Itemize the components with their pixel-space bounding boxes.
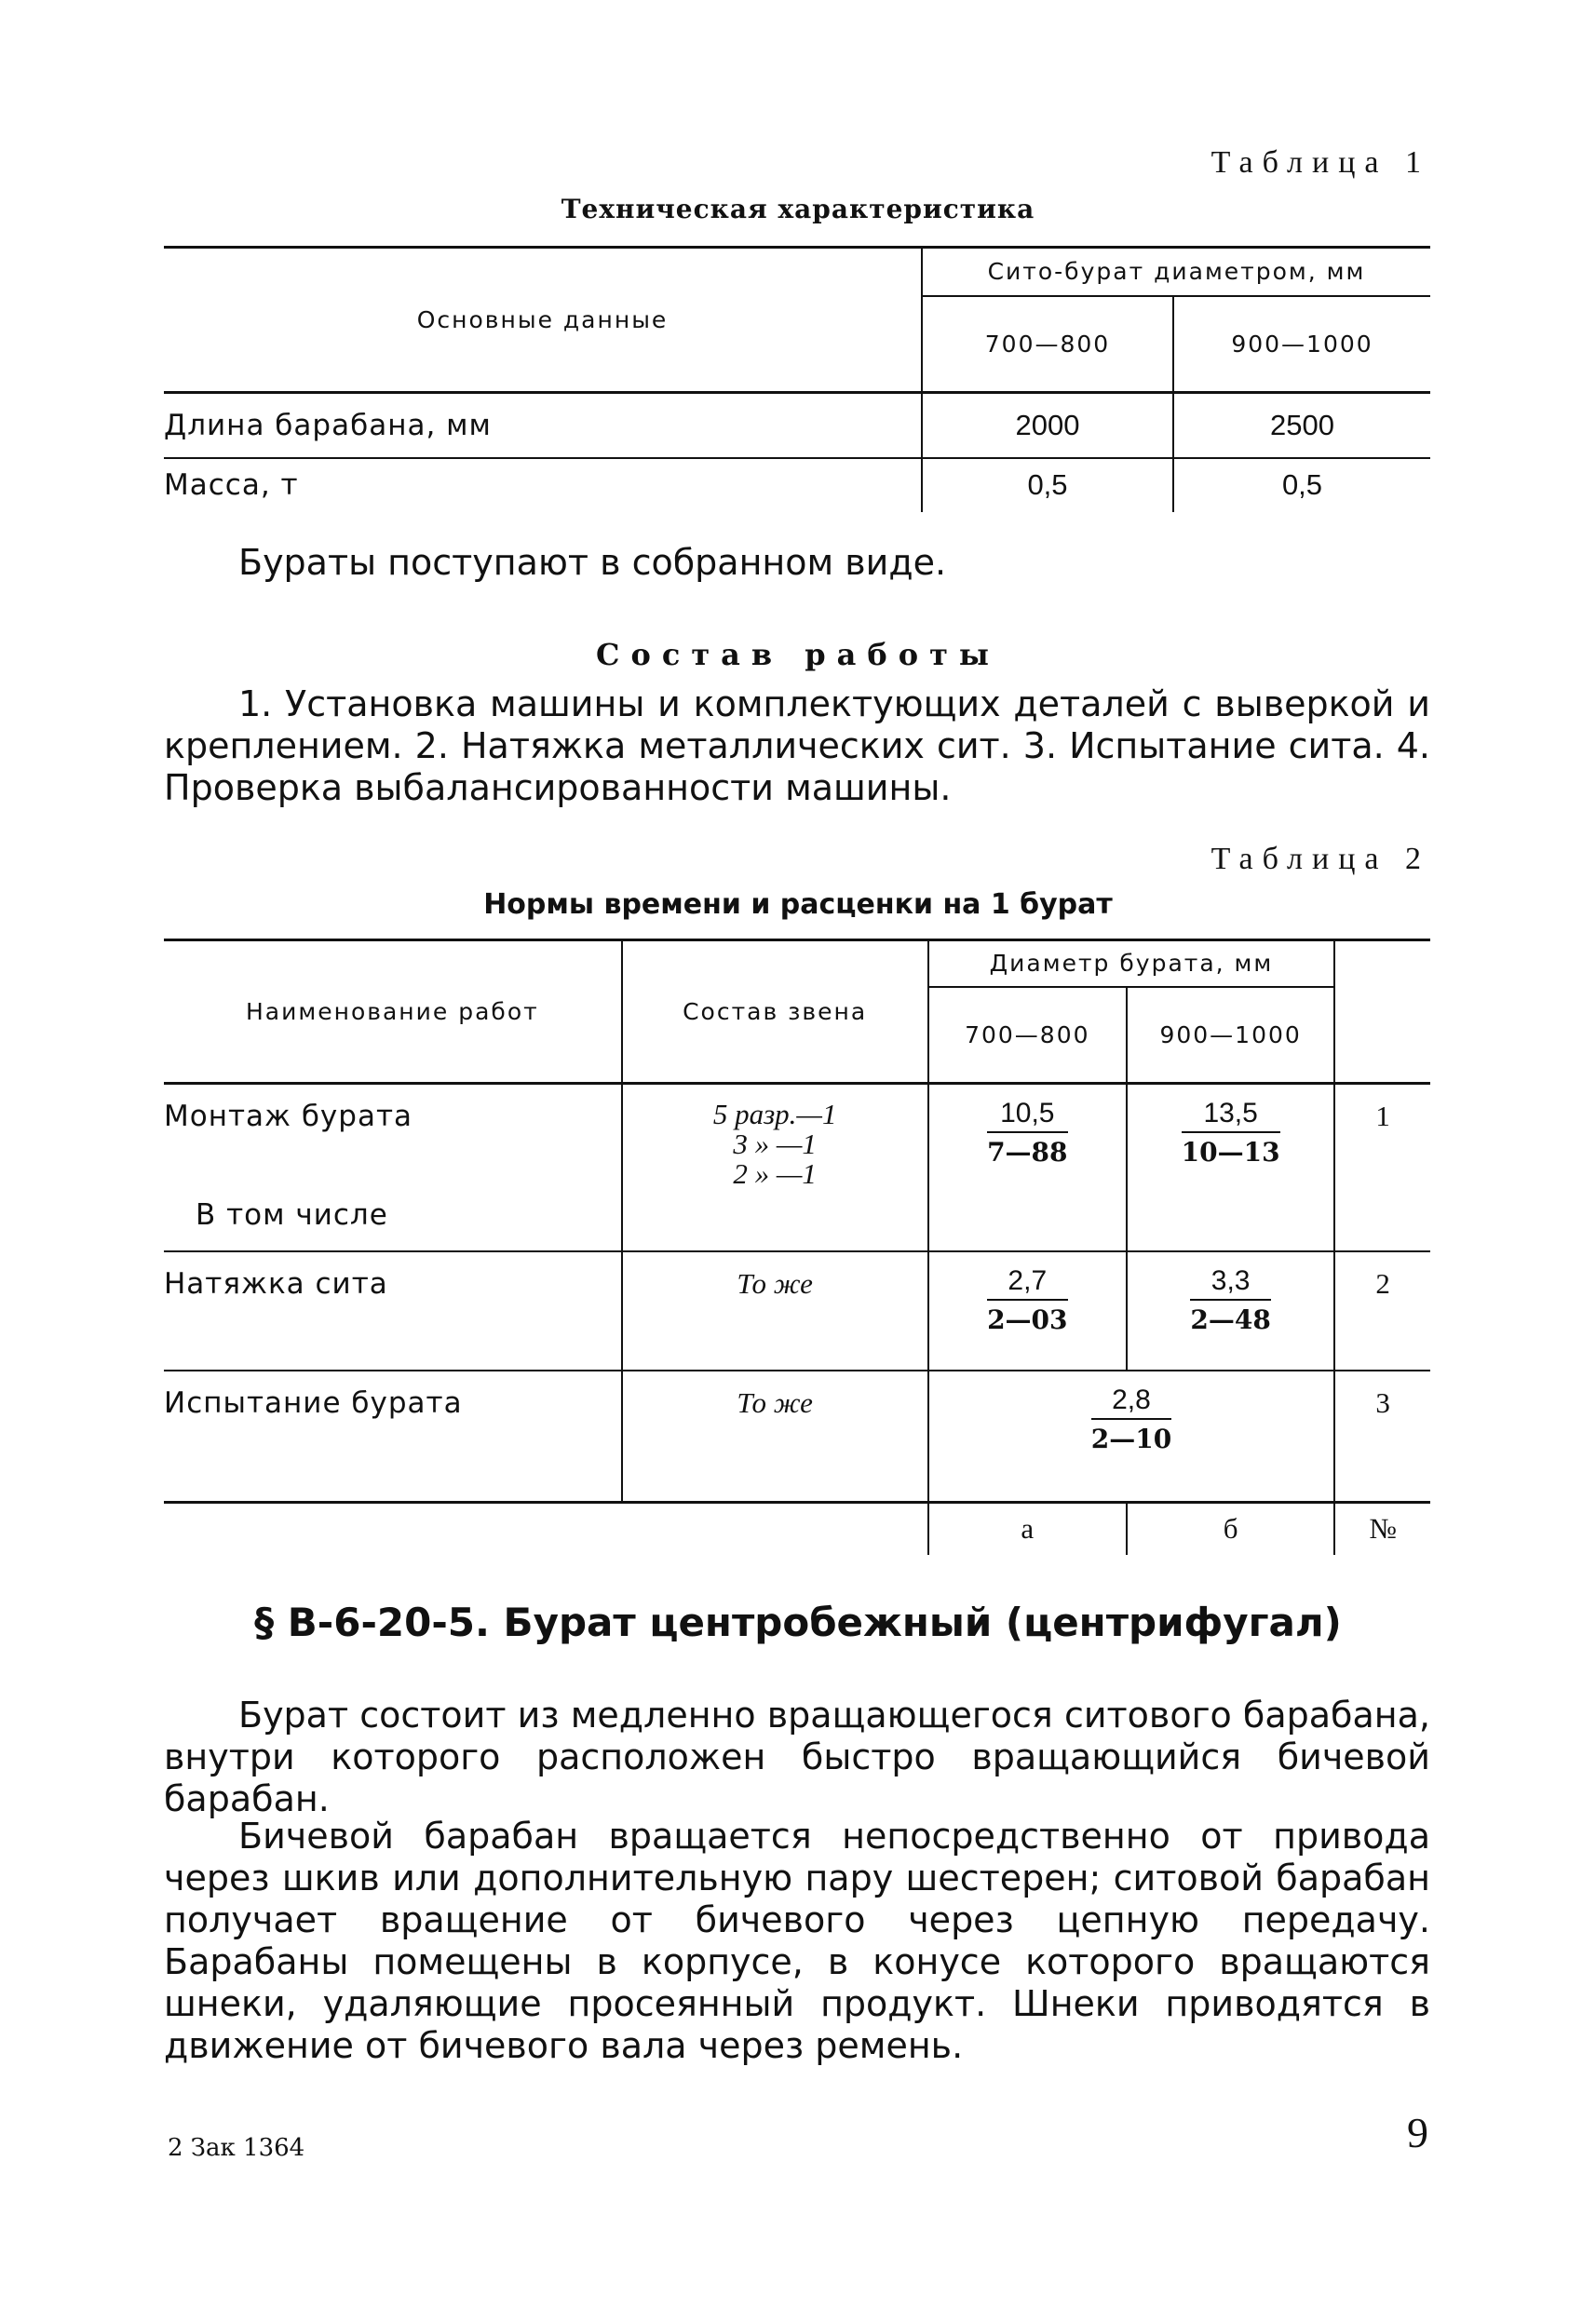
table1-header-main: Основные данные xyxy=(164,248,922,393)
table1-cell: 2000 xyxy=(922,393,1173,458)
norm-time: 10,5 xyxy=(987,1098,1067,1133)
table2 xyxy=(164,939,1430,1555)
norm-rate: 2—10 xyxy=(1090,1423,1172,1454)
row-number: 1 xyxy=(1334,1084,1430,1251)
row-number: 2 xyxy=(1334,1251,1430,1371)
norm-cell-b xyxy=(1127,1251,1334,1371)
table1-cell: 2500 xyxy=(1173,393,1430,458)
table2-col-b: 900—1000 xyxy=(1127,987,1334,1084)
norm-time: 2,8 xyxy=(1091,1385,1171,1420)
table-footer-row xyxy=(164,1503,1430,1555)
paragraph-2: Бичевой барабан вращается непосредственно от привода через шкив или дополнительную пару шестерен; ситовой барабан получает вращение от бичевого через цепную передачу. Барабаны помещены в корпусе, в конусе которого вращаются шнеки, удаляющие просеянный продукт. Шнеки приводятся в движение от бичевого вала через ремень. xyxy=(164,1816,1430,2066)
norm-cell-a xyxy=(928,1084,1127,1251)
table2-header-group: Диаметр бурата, мм xyxy=(928,940,1335,987)
page-number: 9 xyxy=(1407,2109,1428,2156)
work-name: Испытание бурата xyxy=(164,1385,463,1420)
norm-rate: 2—03 xyxy=(987,1304,1068,1335)
table1-col-b: 900—1000 xyxy=(1173,296,1430,393)
norm-time: 3,3 xyxy=(1190,1265,1270,1301)
table2-header-blank xyxy=(1334,940,1430,1084)
table2-header-crew: Состав звена xyxy=(622,940,928,1084)
work-text: 1. Установка машины и комплектующих деталей с выверкой и креплением. 2. Натяжка металлических сит. 3. Испытание сита. 4. Проверка выбалансированности машины. xyxy=(164,683,1430,808)
table1 xyxy=(164,246,1430,512)
norm-rate: 2—48 xyxy=(1190,1304,1271,1335)
table1-col-a: 700—800 xyxy=(922,296,1173,393)
crew-cell xyxy=(622,1084,928,1251)
norm-time: 13,5 xyxy=(1182,1098,1280,1133)
work-name: Монтаж бурата xyxy=(164,1100,413,1133)
table1-title: Техническая характеристика xyxy=(561,194,1035,224)
table1-row-name: Длина барабана, мм xyxy=(164,408,492,442)
norm-cell-a xyxy=(928,1251,1127,1371)
section-title: § В-6-20-5. Бурат центробежный (центрифугал) xyxy=(254,1600,1342,1645)
crew-line: 5 разр.—1 xyxy=(712,1098,837,1130)
norm-rate: 7—88 xyxy=(987,1137,1068,1168)
norm-time: 2,7 xyxy=(987,1265,1067,1301)
table-row xyxy=(164,1371,1430,1503)
column-letter-b: б xyxy=(1127,1503,1334,1555)
crew-line: 3 » —1 xyxy=(733,1128,817,1160)
table2-work-cell xyxy=(164,1084,622,1251)
column-letter-a: а xyxy=(928,1503,1127,1555)
table1-cell: 0,5 xyxy=(1173,458,1430,512)
crew-cell: То же xyxy=(622,1251,928,1371)
table-row xyxy=(164,458,1430,512)
table1-label: Таблица 1 xyxy=(1211,145,1430,180)
table2-header-work: Наименование работ xyxy=(164,940,622,1084)
table2-label: Таблица 2 xyxy=(1211,842,1430,876)
assembly-note: Бураты поступают в собранном виде. xyxy=(238,542,947,583)
crew-line: 2 » —1 xyxy=(733,1157,817,1190)
paragraph-1: Бурат состоит из медленно вращающегося ситового барабана, внутри которого расположен быстро вращающийся бичевой барабан. xyxy=(164,1695,1430,1819)
table2-title: Нормы времени и расценки на 1 бурат xyxy=(483,888,1113,921)
norm-cell-b xyxy=(1127,1084,1334,1251)
footer-order-code: 2 Зак 1364 xyxy=(168,2134,305,2162)
work-subnote: В том числе xyxy=(196,1198,388,1232)
row-number: 3 xyxy=(1334,1371,1430,1503)
column-number-sign: № xyxy=(1334,1503,1430,1555)
work-heading: Состав работы xyxy=(596,637,1000,672)
table-row xyxy=(164,393,1430,458)
table1-row-name: Масса, т xyxy=(164,468,299,502)
norm-cell-ab xyxy=(928,1371,1335,1503)
table2-col-a: 700—800 xyxy=(928,987,1127,1084)
table-row xyxy=(164,1251,1430,1371)
table1-cell: 0,5 xyxy=(922,458,1173,512)
norm-rate: 10—13 xyxy=(1181,1137,1280,1168)
work-name: Натяжка сита xyxy=(164,1266,388,1301)
table1-header-group: Сито-бурат диаметром, мм xyxy=(922,248,1430,296)
crew-cell: То же xyxy=(622,1371,928,1503)
table-row xyxy=(164,1084,1430,1251)
